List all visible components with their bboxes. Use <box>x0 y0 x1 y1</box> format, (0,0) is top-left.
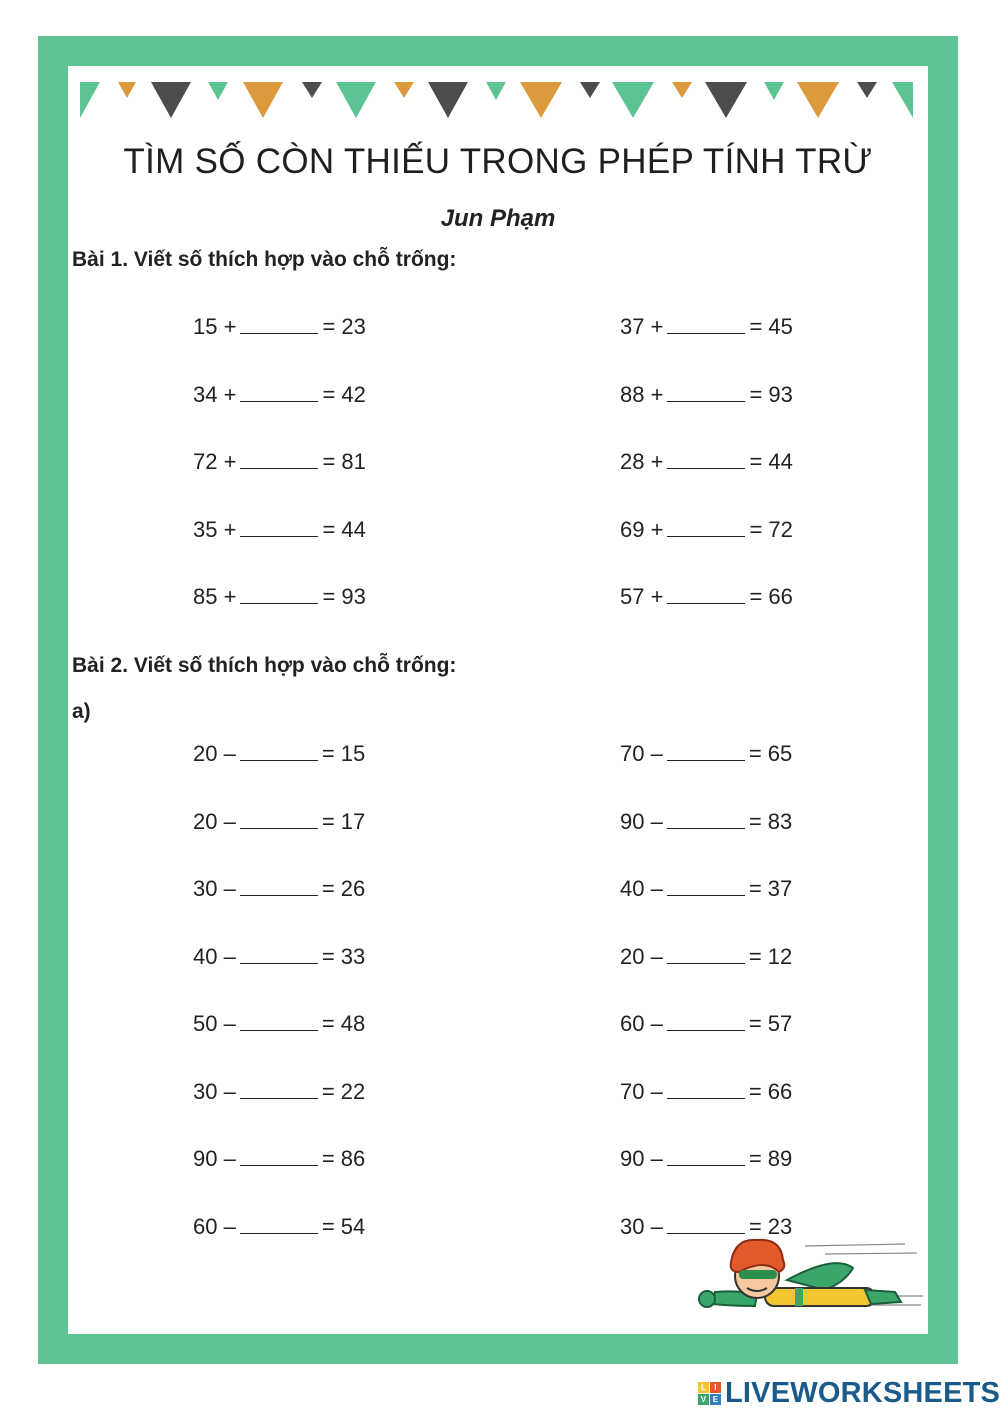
answer-blank[interactable] <box>240 454 318 469</box>
answer-blank[interactable] <box>240 522 318 537</box>
answer-blank[interactable] <box>240 387 318 402</box>
equation <box>193 382 366 408</box>
equation-operand: 40 – <box>620 876 663 901</box>
equation-operand: 30 – <box>620 1213 663 1239</box>
equation-operand: 90 – <box>620 808 663 834</box>
equation-operand: 15 + <box>193 314 237 339</box>
equation <box>193 1214 365 1240</box>
equation-result: = 83 <box>748 808 793 834</box>
equation <box>620 382 793 408</box>
equation-operand: 30 – <box>193 876 236 901</box>
answer-blank[interactable] <box>667 319 745 334</box>
equation <box>620 1011 792 1037</box>
liveworksheets-logo <box>698 1377 1000 1410</box>
equation <box>193 944 365 970</box>
equation-operand: 70 – <box>620 1078 663 1104</box>
answer-blank[interactable] <box>667 387 745 402</box>
equation <box>193 1011 365 1037</box>
answer-blank[interactable] <box>667 522 745 537</box>
answer-blank[interactable] <box>240 881 318 896</box>
answer-blank[interactable] <box>240 1016 318 1031</box>
answer-blank[interactable] <box>667 1016 745 1031</box>
equation-operand: 72 + <box>193 449 237 475</box>
equation-result: = 37 <box>748 876 793 901</box>
equation-operand: 28 + <box>620 449 664 475</box>
equation-result: = 93 <box>322 584 366 610</box>
equation <box>620 1146 792 1172</box>
equation-operand: 37 + <box>620 314 664 339</box>
answer-blank[interactable] <box>667 949 745 964</box>
worksheet-title: TÌM SỐ CÒN THIẾU TRONG PHÉP TÍNH TRỪ <box>123 142 873 181</box>
answer-blank[interactable] <box>667 589 745 604</box>
equation-result: = 86 <box>321 1146 366 1171</box>
equation-result: = 81 <box>322 449 366 475</box>
equation-operand: 60 – <box>193 1213 236 1239</box>
pennant-bunting-icon <box>68 78 928 128</box>
flying-superhero-icon <box>695 1232 925 1332</box>
equation-operand: 40 – <box>193 943 236 969</box>
equation <box>193 449 366 475</box>
equation-operand: 60 – <box>620 1011 663 1036</box>
equation <box>620 314 793 340</box>
equation-result: = 45 <box>749 314 793 339</box>
equation-operand: 50 – <box>193 1011 236 1036</box>
answer-blank[interactable] <box>240 589 318 604</box>
equation-result: = 23 <box>748 1213 793 1239</box>
equation-result: = 26 <box>321 876 366 901</box>
equation-result: = 17 <box>321 808 366 834</box>
equation-operand: 90 – <box>193 1146 236 1171</box>
equation-result: = 65 <box>748 741 793 766</box>
equation-result: = 44 <box>322 516 366 542</box>
equation <box>620 876 792 902</box>
liveworksheets-logo-mark: L I V E <box>698 1382 721 1405</box>
answer-blank[interactable] <box>667 814 745 829</box>
equation <box>193 1146 365 1172</box>
equation-result: = 12 <box>748 943 793 969</box>
answer-blank[interactable] <box>240 746 318 761</box>
answer-blank[interactable] <box>240 814 318 829</box>
equation-operand: 57 + <box>620 584 664 610</box>
equation <box>193 809 365 835</box>
equation <box>620 1079 792 1105</box>
equation <box>193 741 365 767</box>
answer-blank[interactable] <box>240 1219 318 1234</box>
exercise-2-part-label: a) <box>72 700 91 723</box>
equation-result: = 22 <box>321 1078 366 1104</box>
answer-blank[interactable] <box>240 949 318 964</box>
answer-blank[interactable] <box>667 881 745 896</box>
exercise-2-heading: Bài 2. Viết số thích hợp vào chỗ trống: <box>72 654 457 677</box>
equation-operand: 34 + <box>193 381 237 407</box>
equation <box>620 741 792 767</box>
answer-blank[interactable] <box>240 1151 318 1166</box>
equation-operand: 30 – <box>193 1078 236 1104</box>
equation <box>193 314 366 340</box>
equation-operand: 69 + <box>620 516 664 542</box>
equation-result: = 42 <box>322 381 366 407</box>
worksheet-author: Jun Phạm <box>440 205 556 232</box>
equation-result: = 57 <box>748 1011 793 1036</box>
equation <box>620 944 792 970</box>
equation-result: = 66 <box>749 584 793 610</box>
equation <box>193 517 366 543</box>
equation-result: = 93 <box>749 381 793 407</box>
equation <box>193 876 365 902</box>
equation-result: = 66 <box>748 1078 793 1104</box>
equation-operand: 90 – <box>620 1146 663 1171</box>
equation-result: = 15 <box>321 741 366 766</box>
answer-blank[interactable] <box>667 454 745 469</box>
equation <box>193 1079 365 1105</box>
equation <box>620 584 793 610</box>
answer-blank[interactable] <box>240 1084 318 1099</box>
equation <box>193 584 366 610</box>
exercise-1-heading: Bài 1. Viết số thích hợp vào chỗ trống: <box>72 248 457 271</box>
equation-result: = 44 <box>749 449 793 475</box>
equation-result: = 48 <box>321 1011 366 1036</box>
equation <box>620 449 793 475</box>
equation-operand: 20 – <box>193 808 236 834</box>
answer-blank[interactable] <box>667 746 745 761</box>
equation-operand: 35 + <box>193 516 237 542</box>
answer-blank[interactable] <box>240 319 318 334</box>
equation-operand: 20 – <box>620 943 663 969</box>
equation-result: = 89 <box>748 1146 793 1171</box>
equation-operand: 70 – <box>620 741 663 766</box>
equation-operand: 88 + <box>620 381 664 407</box>
equation-operand: 85 + <box>193 584 237 610</box>
answer-blank[interactable] <box>667 1084 745 1099</box>
equation-result: = 72 <box>749 516 793 542</box>
equation-result: = 23 <box>322 314 366 339</box>
equation-result: = 33 <box>321 943 366 969</box>
equation-result: = 54 <box>321 1213 366 1239</box>
answer-blank[interactable] <box>667 1151 745 1166</box>
equation-operand: 20 – <box>193 741 236 766</box>
liveworksheets-wordmark: LIVEWORKSHEETS <box>725 1377 1000 1409</box>
equation <box>620 517 793 543</box>
equation <box>620 809 792 835</box>
